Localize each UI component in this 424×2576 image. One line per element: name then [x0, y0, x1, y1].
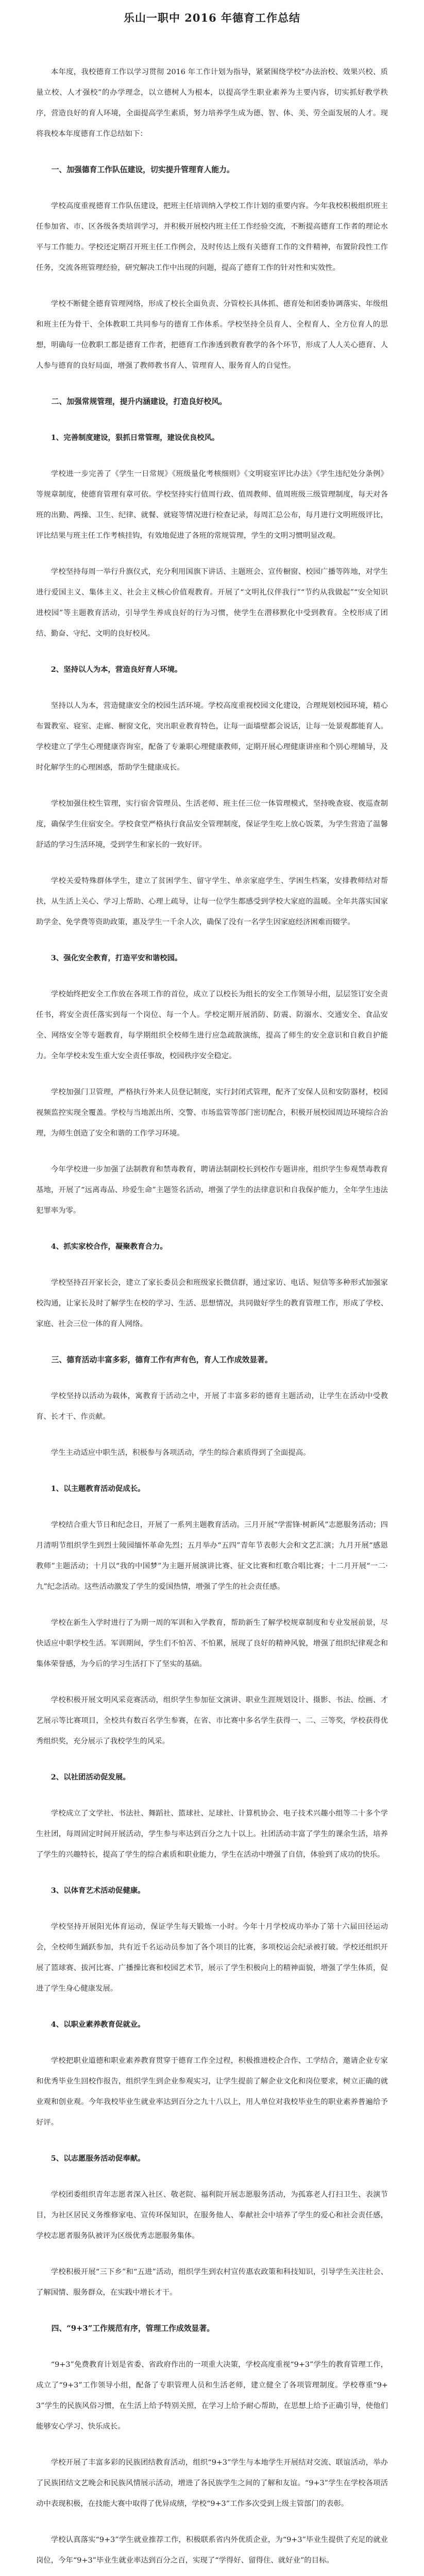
body-paragraph: 学校结合重大节日和纪念日，开展了一系列主题教育活动。三月开展“学雷锋·树新风”志愿服务活动；四月清明节组织学生到烈士陵园缅怀革命先烈；五月举办“五四”青年节表彰大会和文艺汇演；九月开展“感恩教师”主题活动；十月以“我的中国梦”为主题开展演讲比赛、征文比赛和红歌合唱比赛；十二月开展“一二·九”纪念活动。这些活动激发了学生的爱国热情，增强了学生的社会责任感。 — [36, 1521, 388, 1591]
page-title: 乐山一职中 2016 年德育工作总结 — [123, 11, 301, 24]
section-heading: 1、以主题教育活动促成长。 — [50, 1484, 145, 1493]
section-heading: 5、以志愿服务活动促奉献。 — [50, 2154, 145, 2163]
body-paragraph: 今年学校进一步加强了法制教育和禁毒教育，聘请法制副校长到校作专题讲座，组织学生参观禁毒教育基地，开展了“远离毒品、珍爱生命”主题签名活动，增强了学生的法律意识和自我保护能力，全年学生违法犯罪率为零。 — [36, 1165, 388, 1215]
body-paragraph: 学校认真落实“9+3”学生就业推荐工作，积极联系省内外优质企业，为“9+3”毕业生提供了充足的就业岗位，今年“9+3”毕业生就业率达到百分之百，实现了“学得好、留得住、就好业”的目标。 — [36, 2536, 388, 2565]
section-heading: 4、以职业素养教育促就业。 — [50, 2020, 145, 2029]
body-paragraph: 学校关爱特殊群体学生，建立了贫困学生、留守学生、单亲家庭学生、学困生档案，安排教师结对帮扶，从生活上关心、学习上帮助、心理上疏导，让每一位学生都感受到学校大家庭的温暖。全年共落实国家助学金、免学费等资助政策，惠及学生一千余人次，确保了没有一名学生因家庭经济困难而辍学。 — [36, 877, 388, 926]
body-paragraph: 学校成立了文学社、书法社、舞蹈社、篮球社、足球社、计算机协会、电子技术兴趣小组等二十多个学生社团，每周固定时间开展活动，学生参与率达到百分之九十以上。社团活动丰富了学生的课余生活，培养了学生的兴趣特长，提高了学生的综合素质和职业能力，学生在活动中增强了自信，体验到了成功的快乐。 — [36, 1809, 388, 1859]
body-paragraph: 学校在新生入学时进行了为期一周的军训和入学教育，帮助新生了解学校规章制度和专业发展前景，尽快适应中职学校生活。军训期间，学生们不怕苦、不怕累，展现了良好的精神风貌，增强了组织纪律观念和集体荣誉感，为今后的学习生活打下了坚实的基础。 — [36, 1619, 388, 1668]
section-heading: 3、强化安全教育，打造平安和谐校园。 — [50, 954, 182, 962]
body-paragraph: 学校把职业道德和职业素养教育贯穿于德育工作全过程，积极推进校企合作、工学结合，邀请企业专家和优秀毕业生回校作报告，组织学生到企业参观实习，让学生提前了解企业文化和岗位要求，树立正确的就业观和创业观。今年我校毕业生就业率达到百分之九十八以上，用人单位对我校毕业生的职业素养普遍给予好评。 — [36, 2057, 388, 2127]
body-paragraph: 学校不断健全德育管理网络，形成了校长全面负责、分管校长具体抓、德育处和团委协调落实、年级组和班主任为骨干、全体教职工共同参与的德育工作体系。学校坚持全员育人、全程育人、全方位育人的思想，明确每一位教职工都是德育工作者，把德育工作渗透到教育教学的各个环节，形成了人人关心德育、人人参与德育的良好局面，增强了教师教书育人、管理育人、服务育人的自觉性。 — [36, 300, 388, 370]
section-heading: 2、以社团活动促发展。 — [50, 1773, 130, 1782]
body-paragraph: 坚持以人为本，营造健康安全的校园生活环境。学校高度重视校园文化建设，合理规划校园环境，精心布置教室、寝室、走廊、橱窗文化，突出职业教育特色，让每一面墙壁都会说话，让每一处景观都能育人。学校建立了学生心理健康咨询室，配备了专兼职心理健康教师，定期开展心理健康讲座和个别心理辅导，及时化解学生的心理困惑，帮助学生健康成长。 — [36, 702, 388, 772]
body-paragraph: 学校积极开展文明风采竞赛活动，组织学生参加征文演讲、职业生涯规划设计、摄影、书法、绘画、才艺展示等比赛项目，全校共有数百名学生参赛，在省、市比赛中多名学生获得一、二、三等奖，学校获得优秀组织奖，充分展示了我校学生的风采。 — [36, 1696, 388, 1745]
body-paragraph: 学校开展了丰富多彩的民族团结教育活动，组织“9+3”学生与本地学生开展结对交流、联谊活动，举办了民族团结文艺晚会和民族风情展示活动，增进了各民族学生之间的了解和友谊。“9+3”学生在学校各项活动中表现积极，在技能大赛中取得了优异成绩，学校“9+3”工作多次受到上级主管部门的表彰。 — [36, 2459, 388, 2508]
section-heading: 4、抓实家校合作，凝聚教育合力。 — [50, 1242, 167, 1251]
body-paragraph: 学校坚持开展阳光体育运动，保证学生每天锻炼一小时。今年十月学校成功举办了第十六届田径运动会，全校师生踊跃参加，共有近千名运动员参加了各个项目的比赛，多项校运会纪录被打破。学校还组织开展了篮球赛、拔河比赛、广播操比赛和校园艺术节，展示了学生积极向上的精神面貌，增强了学生体质，促进了学生身心健康发展。 — [36, 1923, 388, 1993]
section-heading: 四、“9+3”工作规范有序，管理工作成效显著。 — [51, 2324, 214, 2333]
section-heading: 1、完善制度建设，狠抓日常管理，建设优良校风。 — [50, 433, 219, 442]
body-paragraph: “9+3”免费教育计划是省委、省政府作出的一项重大决策，学校高度重视“9+3”学生的教育管理工作，成立了“9+3”工作领导小组，配备了专职管理人员和生活老师，建立健全了各项管理制度。学校尊重“9+3”学生的民族风俗习惯，在生活上给予特别关照，在学习上给予耐心帮助，在思想上给予正确引导，使他们能够安心学习、快乐成长。 — [36, 2361, 388, 2431]
document-body — [36, 62, 388, 2576]
body-paragraph: 学校进一步完善了《学生一日常规》《班级量化考核细则》《文明寝室评比办法》《学生违纪处分条例》等规章制度，使德育管理有章可依。学校坚持实行值周行政、值周教师、值周班级三级管理制度，每天对各班的出勤、两操、卫生、纪律、就餐、就寝等情况进行检查记录，每周汇总公布，每月进行文明班级评比，评比结果与班主任工作考核挂钩，有效地促进了各班的常规管理，学生的文明习惯明显改观。 — [36, 470, 388, 540]
section-heading: 3、以体育艺术活动促健康。 — [50, 1886, 145, 1895]
section-heading: 二、加强常规管理，提升内涵建设，打造良好校风。 — [51, 397, 227, 406]
body-paragraph: 学生主动适应中职生活，积极参与各项活动，学生的综合素质得到了全面提高。 — [50, 1449, 311, 1457]
section-heading: 三、德育活动丰富多彩，德育工作有声有色，育人工作成效显著。 — [51, 1355, 273, 1364]
body-paragraph: 学校始终把安全工作放在各项工作的首位，成立了以校长为组长的安全工作领导小组，层层签订安全责任书，将安全责任落实到每一个岗位、每一个人。学校定期开展消防、防震、防溺水、交通安全、食品安全、网络安全等专题教育，每学期组织全校师生进行应急疏散演练，提高了师生的安全意识和自救自护能力。全年学校未发生重大安全责任事故，校园秩序安全稳定。 — [36, 990, 388, 1060]
body-paragraph: 学校高度重视德育工作队伍建设，把班主任培训纳入学校工作计划的重要内容。今年我校积极组织班主任参加省、市、区各级各类培训学习，并积极开展校内班主任工作经验交流，不断提高德育工作者的理论水平与工作能力。学校还定期召开班主任工作例会，及时传达上级有关德育工作的文件精神，布置阶段性工作任务，交流各班管理经验，研究解决工作中出现的问题，提高了德育工作的针对性和实效性。 — [36, 202, 388, 272]
section-heading: 2、坚持以人为本，营造良好育人环境。 — [50, 665, 182, 674]
body-paragraph: 学校坚持以活动为载体，寓教育于活动之中，开展了丰富多彩的德育主题活动，让学生在活动中受教育、长才干、作贡献。 — [36, 1392, 388, 1421]
body-paragraph: 学校加强住校生管理，实行宿舍管理员、生活老师、班主任三位一体管理模式，坚持晚查寝、夜巡查制度，确保学生住宿安全。学校食堂严格执行食品安全管理制度，保证学生吃上放心饭菜，为学生营造了温馨舒适的学习生活环境，受到学生和家长的一致好评。 — [36, 800, 388, 849]
body-paragraph: 学校团委组织青年志愿者深入社区、敬老院、福利院开展志愿服务活动，为孤寡老人打扫卫生、表演节目，为社区居民义务维修家电、宣传环保知识，在服务他人、奉献社会中培养了学生的爱心和社会责任感，学校志愿者服务队被评为区级优秀志愿服务集体。 — [36, 2191, 388, 2240]
body-paragraph: 学校加强门卫管理，严格执行外来人员登记制度，实行封闭式管理，配齐了安保人员和安防器材，校园视频监控实现全覆盖。学校与当地派出所、交警、市场监管等部门密切配合，积极开展校园周边环境综合治理，为师生创造了安全和谐的工作学习环境。 — [36, 1088, 388, 1138]
body-paragraph: 本年度，我校德育工作以学习贯彻 2016 年工作计划为指导，紧紧围绕学校“办法治校、效果兴校、质量立校、人才强校”的办学理念，以立德树人为根本，以提高学生职业素养为主要内容，切实抓好教学秩序，营造良好的育人环境，全面提高学生素质，努力培养学生成为德、智、体、美、劳全面发展的人才。现将我校本年度德育工作总结如下： — [36, 68, 388, 138]
body-paragraph: 学校坚持召开家长会，建立了家长委员会和班级家长微信群，通过家访、电话、短信等多种形式加强家校沟通，让家长及时了解学生在校的学习、生活、思想情况，共同做好学生的教育管理工作，形成了学校、家庭、社会三位一体的育人网络。 — [36, 1279, 388, 1328]
body-paragraph: 学校坚持每周一举行升旗仪式，充分利用国旗下讲话、主题班会、宣传橱窗、校园广播等阵地，对学生进行爱国主义、集体主义、社会主义核心价值观教育。开展了“文明礼仪伴我行”“节约从我做起”“安全知识进校园”等主题教育活动，引导学生养成良好的行为习惯，使学生在潜移默化中受到教育。全校形成了团结、勤奋、守纪、文明的良好校风。 — [36, 568, 388, 638]
body-paragraph: 学校积极开展“三下乡”和“五进”活动，组织学生到农村宣传惠农政策和科技知识，引导学生关注社会、了解国情、服务群众，在实践中增长才干。 — [36, 2268, 388, 2297]
section-heading: 一、加强德育工作队伍建设，切实提升管理育人能力。 — [51, 165, 234, 174]
